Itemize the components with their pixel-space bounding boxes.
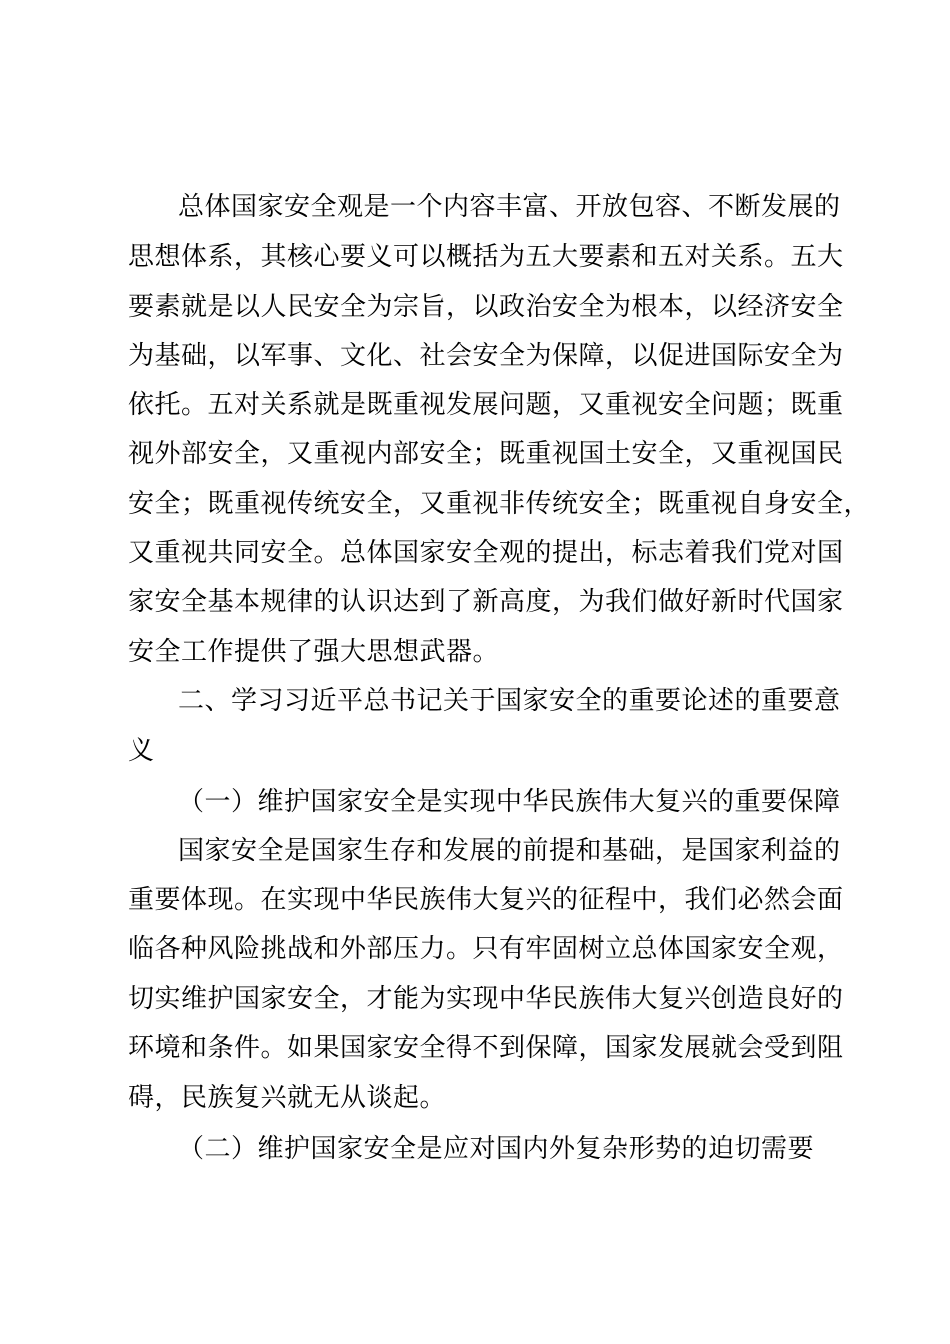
paragraph-line: 思想体系，其核心要义可以概括为五大要素和五对关系。五大 [128,242,844,272]
paragraph-line: 总体国家安全观是一个内容丰富、开放包容、不断发展的 [178,192,841,222]
subsection-heading: （一）维护国家安全是实现中华民族伟大复兴的重要保障 [178,787,841,817]
subsection-heading: （二）维护国家安全是应对国内外复杂形势的迫切需要 [178,1134,815,1164]
section-heading: 二、学习习近平总书记关于国家安全的重要论述的重要意 [178,686,841,716]
paragraph-line: 环境和条件。如果国家安全得不到保障，国家发展就会受到阻 [128,1033,844,1063]
paragraph-line: 为基础，以军事、文化、社会安全为保障，以促进国际安全为 [128,341,844,371]
paragraph-line: 国家安全是国家生存和发展的前提和基础，是国家利益的 [178,836,841,866]
paragraph-line: 临各种风险挑战和外部压力。只有牢固树立总体国家安全观， [128,934,844,964]
paragraph-line: 碍，民族复兴就无从谈起。 [128,1083,447,1113]
paragraph-line: 家安全基本规律的认识达到了新高度，为我们做好新时代国家 [128,587,844,617]
paragraph-line: 视外部安全，又重视内部安全；既重视国土安全，又重视国民 [128,439,844,469]
paragraph-line: 依托。五对关系就是既重视发展问题，又重视安全问题；既重 [128,390,844,420]
paragraph-line: 重要体现。在实现中华民族伟大复兴的征程中，我们必然会面 [128,885,844,915]
section-heading-continuation: 义 [128,736,155,766]
paragraph-line: 安全；既重视传统安全，又重视非传统安全；既重视自身安全， [128,489,871,519]
paragraph-line: 安全工作提供了强大思想武器。 [128,637,500,667]
paragraph-line: 切实维护国家安全，才能为实现中华民族伟大复兴创造良好的 [128,984,844,1014]
paragraph-line: 要素就是以人民安全为宗旨，以政治安全为根本，以经济安全 [128,292,844,322]
paragraph-line: 又重视共同安全。总体国家安全观的提出，标志着我们党对国 [128,538,844,568]
